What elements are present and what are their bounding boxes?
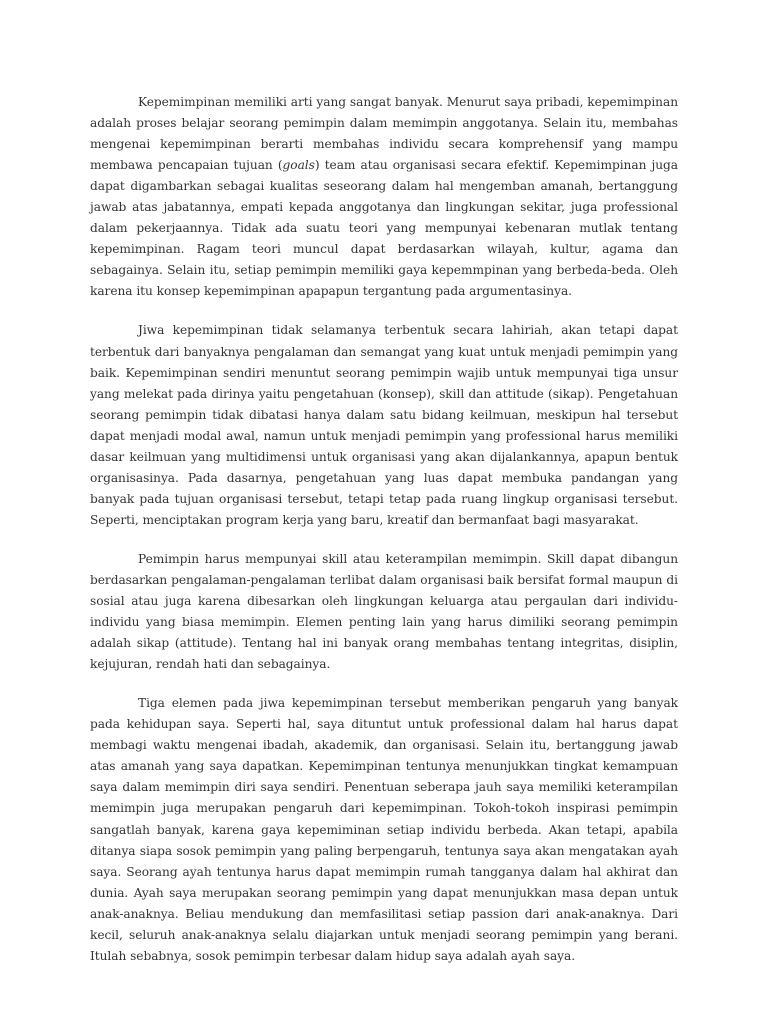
paragraph-1-text-end: ) team atau organisasi secara efektif. Kepemimpinan juga dapat digambarkan sebagai kualitas seseorang dalam hal mengemban amanah, bertanggung jawab atas jabatannya, empati kepada anggotanya dan lingkungan sekitar, juga professional dalam pekerjaannya. Tidak ada suatu teori yang mempunyai kebenaran mutlak tentang kepemimpinan. Ragam teori muncul dapat berdasarkan wilayah, kultur, agama dan sebagainya. Selain itu, setiap pemimpin memiliki gaya kepemmpinan yang berbeda-beda. Oleh karena itu konsep kepemimpinan apapapun tergantung pada argumentasinya. (90, 158, 678, 299)
paragraph-1-italic-term: goals (282, 158, 315, 173)
paragraph-1-text-start: Kepemimpinan memiliki arti yang sangat banyak. Menurut saya pribadi, kepemimpinan adalah proses belajar seorang pemimpin dalam memimpin anggotanya. Selain itu, membahas mengenai kepemimpinan berarti membahas individu secara komprehensif yang mampu membawa pencapaian tujuan ( (90, 95, 678, 173)
paragraph-1 (90, 92, 678, 302)
paragraph-4: Tiga elemen pada jiwa kepemimpinan tersebut memberikan pengaruh yang banyak pada kehidupan saya. Seperti hal, saya dituntut untuk professional dalam hal harus dapat membagi waktu mengenai ibadah, akademik, dan organisasi. Selain itu, bertanggung jawab atas amanah yang saya dapatkan. Kepemimpinan tentunya menunjukkan tingkat kemampuan saya dalam memimpin diri saya sendiri. Penentuan seberapa jauh saya memiliki keterampilan memimpin juga merupakan pengaruh dari kepemimpinan. Tokoh-tokoh inspirasi pemimpin sangatlah banyak, karena gaya kepemiminan setiap individu berbeda. Akan tetapi, apabila ditanya siapa sosok pemimpin yang paling berpengaruh, tentunya saya akan mengatakan ayah saya. Seorang ayah tentunya harus dapat memimpin rumah tangganya dalam hal akhirat dan dunia. Ayah saya merupakan seorang pemimpin yang dapat menunjukkan masa depan untuk anak-anaknya. Beliau mendukung dan memfasilitasi setiap passion dari anak-anaknya. Dari kecil, seluruh anak-anaknya selalu diajarkan untuk menjadi seorang pemimpin yang berani. Itulah sebabnya, sosok pemimpin terbesar dalam hidup saya adalah ayah saya. (90, 696, 678, 963)
paragraph-2: Jiwa kepemimpinan tidak selamanya terbentuk secara lahiriah, akan tetapi dapat terbentuk dari banyaknya pengalaman dan semangat yang kuat untuk menjadi pemimpin yang baik. Kepemimpinan sendiri menuntut seorang pemimpin wajib untuk mempunyai tiga unsur yang melekat pada dirinya yaitu pengetahuan (konsep), skill dan attitude (sikap). Pengetahuan seorang pemimpin tidak dibatasi hanya dalam satu bidang keilmuan, meskipun hal tersebut dapat menjadi modal awal, namun untuk menjadi pemimpin yang professional harus memiliki dasar keilmuan yang multidimensi untuk organisasi yang akan dijalankannya, apapun bentuk organisasinya. Pada dasarnya, pengetahuan yang luas dapat membuka pandangan yang banyak pada tujuan organisasi tersebut, tetapi tetap pada ruang lingkup organisasi tersebut. Seperti, menciptakan program kerja yang baru, kreatif dan bermanfaat bagi masyarakat. (90, 323, 678, 527)
paragraph-3: Pemimpin harus mempunyai skill atau keterampilan memimpin. Skill dapat dibangun berdasarkan pengalaman-pengalaman terlibat dalam organisasi baik bersifat formal maupun di sosial atau juga karena dibesarkan oleh lingkungan keluarga atau pergaulan dari individu-individu yang biasa memimpin. Elemen penting lain yang harus dimiliki seorang pemimpin adalah sikap (attitude). Tentang hal ini banyak orang membahas tentang integritas, disiplin, kejujuran, rendah hati dan sebagainya. (90, 551, 678, 672)
